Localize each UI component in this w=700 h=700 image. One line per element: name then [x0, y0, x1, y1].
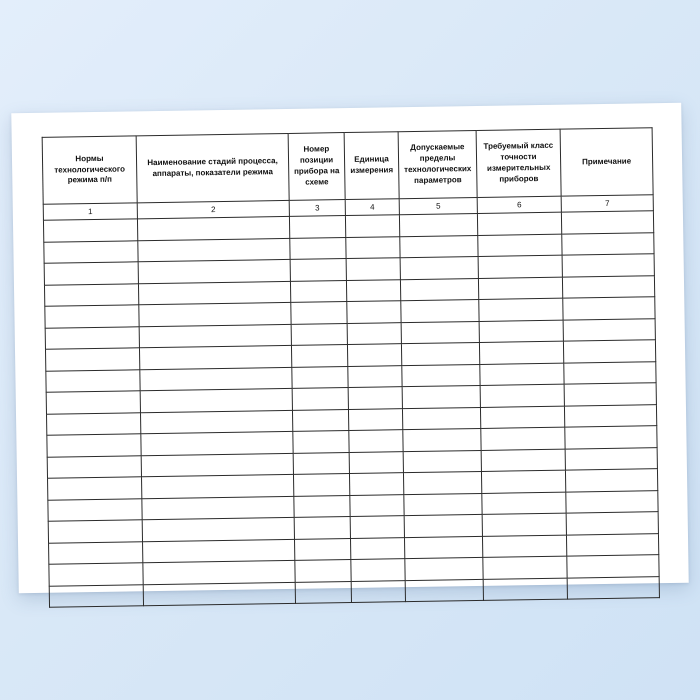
table-cell	[49, 584, 143, 607]
table-cell	[482, 535, 566, 558]
table-cell	[293, 431, 349, 453]
table-cell	[292, 366, 348, 388]
table-cell	[567, 576, 659, 599]
table-cell	[44, 262, 138, 285]
document-sheet	[11, 103, 688, 593]
table-cell	[137, 216, 289, 240]
table-cell	[350, 494, 404, 516]
column-header-3	[288, 133, 345, 201]
column-header-5	[398, 130, 477, 198]
table-cell	[349, 473, 403, 495]
table-cell	[563, 340, 655, 363]
table-cell	[140, 367, 292, 391]
column-number-2: 2	[137, 200, 289, 218]
table-cell	[480, 363, 564, 386]
table-cell	[291, 345, 347, 367]
column-header-1	[42, 136, 137, 204]
table-body	[43, 211, 659, 608]
technological-regime-table	[42, 127, 660, 608]
table-cell	[143, 560, 295, 584]
table-cell	[567, 555, 659, 578]
table-cell	[401, 342, 479, 365]
table-cell	[403, 450, 481, 473]
table-cell	[141, 474, 293, 498]
table-cell	[140, 388, 292, 412]
table-cell	[483, 578, 567, 601]
table-cell	[351, 559, 405, 581]
table-cell	[291, 323, 347, 345]
table-cell	[294, 538, 350, 560]
table-cell	[404, 536, 482, 559]
table-cell	[480, 384, 564, 407]
table-cell	[345, 215, 399, 237]
table-cell	[478, 277, 562, 300]
table-cell	[561, 211, 653, 234]
table-cell	[562, 254, 654, 277]
table-cell	[478, 234, 562, 257]
table-cell	[292, 388, 348, 410]
table-cell	[295, 581, 351, 603]
table-cell	[480, 406, 564, 429]
table-cell	[405, 557, 483, 580]
table-cell	[563, 297, 655, 320]
table-cell	[564, 361, 656, 384]
table-cell	[482, 513, 566, 536]
table-cell	[566, 490, 658, 513]
table-cell	[565, 447, 657, 470]
table-cell	[349, 451, 403, 473]
table-cell	[478, 255, 562, 278]
table-cell	[293, 452, 349, 474]
table-cell	[477, 212, 561, 235]
table-cell	[348, 365, 402, 387]
table-cell	[565, 469, 657, 492]
table-cell	[562, 275, 654, 298]
table-cell	[564, 404, 656, 427]
table-cell	[289, 216, 345, 238]
table-cell	[141, 453, 293, 477]
table-cell	[141, 431, 293, 455]
column-number-7: 7	[561, 195, 653, 212]
table-cell	[350, 516, 404, 538]
table-cell	[564, 383, 656, 406]
column-header-7-label: Примечание	[582, 156, 632, 166]
header-row	[42, 128, 653, 205]
table-cell	[400, 235, 478, 258]
table-cell	[562, 232, 654, 255]
table-cell	[404, 514, 482, 537]
table-cell	[346, 258, 400, 280]
table-cell	[402, 385, 480, 408]
table-cell	[402, 407, 480, 430]
table-cell	[479, 320, 563, 343]
column-header-7	[560, 128, 653, 196]
table-cell	[348, 387, 402, 409]
table-cell	[142, 496, 294, 520]
table-cell	[402, 364, 480, 387]
table-cell	[48, 477, 142, 500]
table-cell	[49, 541, 143, 564]
table-cell	[139, 302, 291, 326]
table-cell	[138, 259, 290, 283]
table-cell	[399, 213, 477, 236]
table-cell	[351, 580, 405, 602]
table-cell	[403, 428, 481, 451]
table-cell	[295, 560, 351, 582]
table-cell	[346, 236, 400, 258]
table-cell	[290, 280, 346, 302]
column-header-6	[476, 129, 561, 197]
column-number-5: 5	[399, 197, 477, 214]
table-cell	[139, 324, 291, 348]
column-number-6: 6	[477, 196, 561, 213]
table-cell	[346, 279, 400, 301]
table-cell	[44, 240, 138, 263]
table-cell	[46, 369, 140, 392]
table-cell	[565, 426, 657, 449]
table-cell	[45, 348, 139, 371]
table-cell	[49, 563, 143, 586]
table-cell	[290, 237, 346, 259]
table-cell	[140, 410, 292, 434]
table-cell	[291, 302, 347, 324]
column-header-2-label: Наименование стадий процесса, аппараты, показатели режима	[147, 156, 278, 179]
column-header-4	[344, 132, 399, 200]
table-cell	[349, 430, 403, 452]
table-cell	[481, 427, 565, 450]
table-cell	[290, 259, 346, 281]
column-number-3: 3	[289, 200, 345, 217]
table-cell	[401, 321, 479, 344]
table-cell	[138, 281, 290, 305]
table-cell	[347, 322, 401, 344]
table-cell	[45, 326, 139, 349]
column-number-4: 4	[345, 199, 399, 216]
table-cell	[563, 318, 655, 341]
table-cell	[294, 495, 350, 517]
table-cell	[404, 493, 482, 516]
table-cell	[566, 512, 658, 535]
table-cell	[46, 412, 140, 435]
column-header-5-label: Допускаемые пределы технологических параметров	[404, 142, 472, 185]
table-cell	[479, 298, 563, 321]
table-cell	[481, 449, 565, 472]
column-header-6-label: Требуемый класс точности измерительных приборов	[483, 141, 554, 184]
table-cell	[45, 305, 139, 328]
table-cell	[400, 256, 478, 279]
table-cell	[350, 537, 404, 559]
table-cell	[400, 278, 478, 301]
table-cell	[43, 219, 137, 242]
table-cell	[143, 539, 295, 563]
table-cell	[44, 283, 138, 306]
table-cell	[46, 391, 140, 414]
column-number-1: 1	[43, 203, 137, 220]
table-cell	[48, 520, 142, 543]
table-cell	[566, 533, 658, 556]
table-cell	[401, 299, 479, 322]
column-header-1-label: Нормы технологического режима п/п	[54, 153, 126, 185]
table-cell	[138, 238, 290, 262]
table-cell	[293, 474, 349, 496]
table-cell	[142, 517, 294, 541]
table-cell	[292, 409, 348, 431]
table-cell	[139, 345, 291, 369]
column-header-2	[136, 133, 289, 202]
table-cell	[403, 471, 481, 494]
column-header-3-label: Номер позиции прибора на схеме	[293, 144, 340, 187]
table-container	[42, 127, 659, 567]
table-cell	[48, 498, 142, 521]
table-cell	[479, 341, 563, 364]
table-cell	[294, 517, 350, 539]
table-cell	[47, 434, 141, 457]
table-cell	[483, 556, 567, 579]
table-cell	[347, 344, 401, 366]
table-cell	[347, 301, 401, 323]
table-cell	[47, 455, 141, 478]
table-head	[42, 128, 653, 221]
table-cell	[481, 470, 565, 493]
table-cell	[143, 582, 295, 606]
table-cell	[482, 492, 566, 515]
table-cell	[405, 579, 483, 602]
column-header-4-label: Единица измерения	[350, 154, 394, 175]
table-cell	[348, 408, 402, 430]
